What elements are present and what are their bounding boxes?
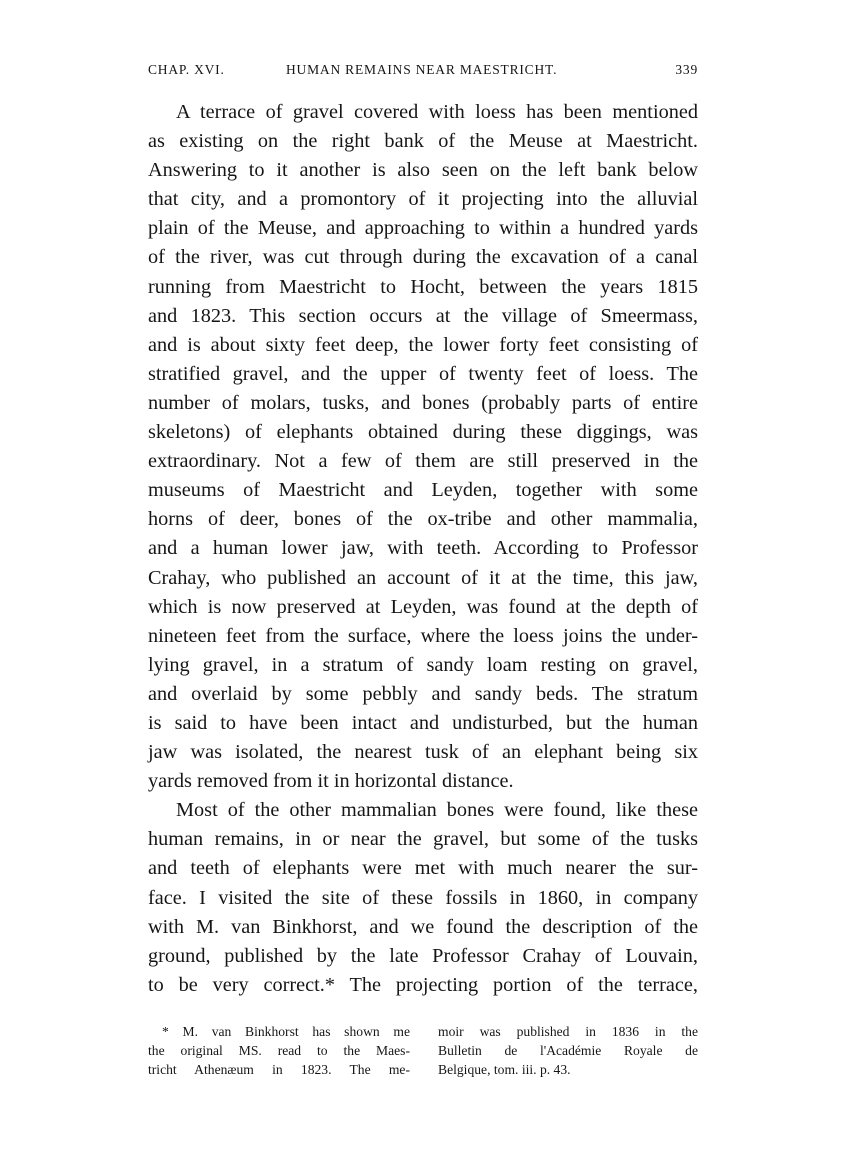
text-line: and 1823. This section occurs at the village of Smeermass,: [148, 304, 698, 327]
footnote-line: Belgique, tom. iii. p. 43.: [438, 1062, 571, 1077]
running-head: [148, 62, 698, 84]
footnote-column-left: [148, 1022, 410, 1079]
running-title: HUMAN REMAINS NEAR MAESTRICHT.: [286, 62, 558, 77]
paragraph: [148, 796, 698, 1000]
text-line: museums of Maestricht and Leyden, together with some: [148, 479, 698, 502]
text-line: lying gravel, in a stratum of sandy loam resting on gravel,: [148, 653, 698, 676]
text-line: jaw was isolated, the nearest tusk of an elephant being six: [148, 741, 698, 764]
text-line: as existing on the right bank of the Meuse at Maestricht.: [148, 130, 698, 153]
chapter-label: CHAP. XVI.: [148, 62, 225, 77]
footnote-column-right: [438, 1022, 698, 1079]
footnote-line: * M. van Binkhorst has shown me: [162, 1024, 410, 1039]
text-line: extraordinary. Not a few of them are still preserved in the: [148, 450, 698, 473]
text-line: number of molars, tusks, and bones (probably parts of entire: [148, 391, 698, 414]
text-line: yards removed from it in horizontal distance.: [148, 770, 514, 793]
text-line: A terrace of gravel covered with loess has been mentioned: [176, 101, 698, 123]
text-line: face. I visited the site of these fossils in 1860, in company: [148, 886, 698, 909]
page-number: 339: [675, 62, 698, 77]
text-line: human remains, in or near the gravel, but some of the tusks: [148, 828, 698, 851]
text-line: and overlaid by some pebbly and sandy beds. The stratum: [148, 682, 698, 705]
text-line: stratified gravel, and the upper of twenty feet of loess. The: [148, 362, 698, 385]
footnote-line: tricht Athenæum in 1823. The me-: [148, 1062, 410, 1077]
footnote: [148, 1022, 698, 1092]
footnote-line: Bulletin de l'Académie Royale de: [438, 1043, 698, 1058]
text-line: and a human lower jaw, with teeth. According to Professor: [148, 537, 698, 560]
text-line: to be very correct.* The projecting portion of the terrace,: [148, 973, 698, 996]
text-line: that city, and a promontory of it projecting into the alluvial: [148, 188, 698, 211]
text-line: of the river, was cut through during the excavation of a canal: [148, 246, 698, 269]
text-line: Answering to it another is also seen on the left bank below: [148, 159, 698, 182]
paragraph: [148, 98, 698, 796]
text-line: Crahay, who published an account of it at the time, this jaw,: [148, 566, 698, 589]
footnote-line: the original MS. read to the Maes-: [148, 1043, 410, 1058]
text-line: plain of the Meuse, and approaching to within a hundred yards: [148, 217, 698, 240]
text-line: Most of the other mammalian bones were found, like these: [176, 799, 698, 822]
text-line: ground, published by the late Professor Crahay of Louvain,: [148, 944, 698, 967]
text-line: and teeth of elephants were met with much nearer the sur-: [148, 857, 698, 880]
text-line: is said to have been intact and undisturbed, but the human: [148, 711, 698, 734]
text-line: which is now preserved at Leyden, was found at the depth of: [148, 595, 698, 618]
footnote-line: moir was published in 1836 in the: [438, 1024, 698, 1039]
text-line: nineteen feet from the surface, where the loess joins the under-: [148, 624, 698, 647]
text-line: and is about sixty feet deep, the lower forty feet consisting of: [148, 333, 698, 356]
text-line: skeletons) of elephants obtained during these diggings, was: [148, 421, 698, 444]
body-text: [148, 98, 698, 1000]
text-line: with M. van Binkhorst, and we found the description of the: [148, 915, 698, 938]
text-line: running from Maestricht to Hocht, between the years 1815: [148, 275, 698, 298]
text-line: horns of deer, bones of the ox-tribe and other mammalia,: [148, 508, 698, 531]
